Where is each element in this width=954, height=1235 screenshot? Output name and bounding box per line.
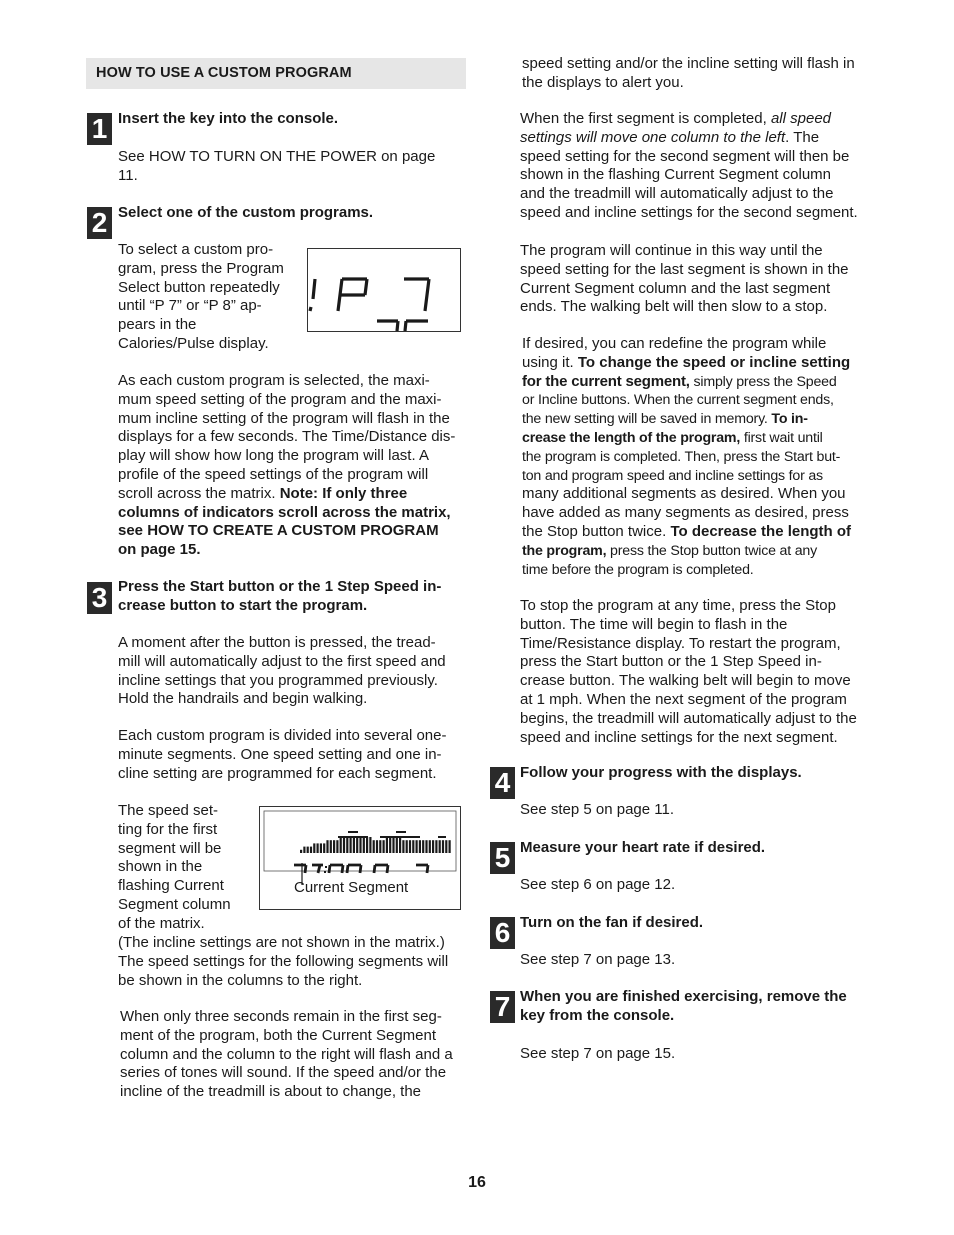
matrix-column [326, 840, 328, 853]
matrix-marker [348, 831, 358, 833]
matrix-marker [380, 836, 420, 838]
matrix-column [300, 850, 302, 853]
section-title: HOW TO USE A CUSTOM PROGRAM [96, 65, 352, 81]
step-2-badge: 2 [87, 207, 112, 239]
text-line: the displays to alert you. [522, 73, 684, 91]
text-span: simply press the Speed [689, 373, 837, 390]
text-line [520, 129, 880, 148]
program-continue-paragraph [520, 242, 880, 317]
matrix-column [307, 847, 309, 853]
text-line: shown in the [118, 858, 203, 876]
text-line: When only three seconds remain in the first seg- [120, 1008, 442, 1025]
text-line: Each custom program is divided into several one- [118, 727, 447, 744]
matrix-marker [338, 836, 368, 838]
step-5-text: See step 6 on page 12. [520, 876, 676, 893]
step-4-heading: Follow your progress with the displays. [520, 764, 802, 781]
matrix-column [303, 847, 305, 853]
note-line: columns of indicators scroll across the matrix, [118, 503, 451, 521]
matrix-column [320, 843, 322, 853]
text-line: series of tones will sound. If the speed and/or the [120, 1064, 447, 1082]
text-line: A moment after the button is pressed, the tread- [118, 634, 436, 651]
text-line: incline settings that you programmed previously. [118, 671, 438, 689]
text-line: To stop the program at any time, press the Stop [520, 597, 836, 614]
matrix-column [330, 840, 332, 853]
redefine-program-paragraph [522, 335, 882, 579]
matrix-column [386, 837, 388, 853]
heading-line: Press the Start button or the 1 Step Speed in- [118, 578, 442, 595]
step-7-heading [520, 988, 880, 1026]
text-line: pears in the [118, 316, 197, 334]
text-line: have added as many segments as desired, press [522, 504, 849, 522]
text-line: mill will automatically adjust to the first speed and [118, 652, 446, 670]
bold-text: To decrease the length of [670, 522, 852, 540]
note-line: on page 15. [118, 541, 201, 559]
text-line: and the treadmill will automatically adjust to the [520, 185, 834, 203]
text-line [522, 429, 882, 448]
text-line: Segment column [118, 895, 231, 913]
matrix-digit-segments [294, 865, 428, 873]
matrix-column [379, 840, 381, 853]
page-number: 16 [468, 1174, 486, 1191]
bold-text: To in- [771, 411, 808, 428]
text-line: of the matrix. [118, 914, 205, 932]
matrix-display-illustration [259, 806, 461, 910]
text-line: crease button. The walking belt will begin to move [520, 672, 851, 690]
text-line: ting for the first [118, 820, 218, 838]
text-line: until “P 7” or “P 8” ap- [118, 297, 262, 315]
matrix-column [383, 840, 385, 853]
matrix-column [373, 840, 375, 853]
matrix-column [416, 840, 418, 853]
step-3-paragraph-1 [118, 634, 468, 709]
text-line: flashing Current [118, 877, 224, 895]
text-line: profile of the speed settings of the program will [118, 465, 429, 483]
text-line: If desired, you can redefine the program while [522, 335, 827, 352]
text-line: mum incline setting of the program will flash in the [118, 409, 450, 427]
matrix-column [425, 840, 427, 853]
matrix-column [376, 840, 378, 853]
step-1-heading: Insert the key into the console. [118, 110, 339, 127]
matrix-column [317, 843, 319, 853]
matrix-column [449, 840, 451, 853]
step-3-paragraph-2 [118, 727, 468, 783]
matrix-column [346, 837, 348, 853]
text-line: Calories/Pulse display. [118, 334, 269, 352]
text-line: minute segments. One speed setting and one in- [118, 745, 442, 763]
text-line: To select a custom pro- [118, 241, 274, 258]
matrix-column [313, 843, 315, 853]
step-3-paragraph-3 [118, 802, 253, 934]
matrix-marker [438, 836, 446, 838]
matrix-column [353, 837, 355, 853]
text-line [522, 373, 882, 392]
text-line: play will show how long the program will last. A [118, 447, 429, 465]
current-segment-caption: Current Segment [294, 879, 409, 896]
program-display-illustration [307, 248, 461, 332]
matrix-bars [300, 831, 451, 853]
matrix-column [310, 847, 312, 853]
text-line: The program will continue in this way until the [520, 242, 823, 259]
text-line: the program is completed. Then, press the Start but- [522, 448, 841, 465]
text-line: be shown in the columns to the right. [118, 971, 363, 989]
heading-line: crease button to start the program. [118, 596, 368, 614]
text-span: first wait until [740, 429, 823, 446]
text-line: ends. The walking belt will then slow to a stop. [520, 298, 828, 316]
text-line: Select button repeatedly [118, 278, 280, 296]
text-line: ton and program speed and incline settings for as [522, 467, 823, 484]
text-line: button. The time will begin to flash in the [520, 615, 788, 633]
matrix-column [422, 840, 424, 853]
matrix-colon [324, 866, 327, 873]
text-line: speed and incline settings for the second segment. [520, 203, 858, 221]
text-line: ment of the program, both the Current Segment [120, 1026, 437, 1044]
matrix-column [336, 840, 338, 853]
text-line: at 1 mph. When the next segment of the program [520, 690, 847, 708]
text-line: displays for a few seconds. The Time/Distance dis- [118, 428, 456, 446]
text-line: time before the program is completed. [522, 561, 754, 578]
text-span: scroll across the matrix. [118, 484, 280, 502]
step-1-text-line: See HOW TO TURN ON THE POWER on page [118, 148, 436, 165]
bold-text: the program, [522, 542, 607, 559]
matrix-column [323, 843, 325, 853]
heading-line: key from the console. [520, 1006, 675, 1024]
text-line: press the Start button or the 1 Step Speed in- [520, 653, 822, 671]
stop-program-paragraph [520, 597, 880, 747]
step-1-text-line: 11. [118, 167, 138, 184]
bold-text: for the current segment, [522, 372, 690, 390]
text-line: speed setting for the last segment is shown in the [520, 260, 849, 278]
matrix-column [389, 837, 391, 853]
bold-text: crease the length of the program, [522, 429, 741, 446]
matrix-marker [396, 831, 406, 833]
matrix-column [369, 837, 371, 853]
lcd-p7-graphic [308, 249, 460, 331]
step-5-badge: 5 [490, 842, 515, 874]
matrix-column [429, 840, 431, 853]
matrix-column [340, 837, 342, 853]
matrix-column [412, 840, 414, 853]
step-2-heading: Select one of the custom programs. [118, 204, 374, 221]
text-span: the Stop button twice. [522, 522, 671, 540]
step-2-paragraph [118, 372, 468, 560]
step-5-heading: Measure your heart rate if desired. [520, 839, 766, 856]
text-span: the new setting will be saved in memory. [522, 411, 772, 428]
step-6-badge: 6 [490, 917, 515, 949]
step-4-badge: 4 [490, 767, 515, 799]
matrix-column [442, 840, 444, 853]
matrix-column [343, 837, 345, 853]
segment-completed-paragraph [520, 110, 880, 223]
matrix-column [392, 837, 394, 853]
text-line: speed setting and/or the incline setting will flash in [522, 55, 855, 72]
text-line: Current Segment column and the last segment [520, 279, 831, 297]
text-line: begins, the treadmill will automatically adjust to the [520, 709, 857, 727]
bold-text: To change the speed or incline setting [577, 353, 851, 371]
text-line: The speed settings for the following segments will [118, 952, 449, 970]
text-line: segment will be [118, 839, 222, 857]
matrix-column [333, 840, 335, 853]
matrix-column [439, 840, 441, 853]
matrix-column [402, 840, 404, 853]
text-line: gram, press the Program [118, 259, 284, 277]
matrix-column [396, 837, 398, 853]
text-line [522, 523, 882, 542]
step-3-badge: 3 [87, 582, 112, 614]
text-line: As each custom program is selected, the maxi- [118, 372, 430, 389]
matrix-column [406, 840, 408, 853]
text-line: cline setting are programmed for each segment. [118, 764, 437, 782]
text-line: many additional segments as desired. When you [522, 485, 846, 503]
note-bold-text: Note: If only three [279, 484, 408, 502]
text-line: (The incline settings are not shown in the matrix.) [118, 934, 445, 951]
matrix-column [350, 837, 352, 853]
text-span: . The [785, 128, 820, 146]
matrix-column [366, 837, 368, 853]
text-line: shown in the flashing Current Segment column [520, 166, 832, 184]
matrix-column [409, 840, 411, 853]
text-line: Hold the handrails and begin walking. [118, 690, 368, 708]
matrix-column [419, 840, 421, 853]
text-line [520, 110, 880, 129]
italic-text: settings will move one column to the left [520, 128, 786, 146]
text-span: using it. [522, 353, 578, 371]
text-line: speed and incline settings for the next segment. [520, 728, 838, 746]
step-3-paragraph-4 [118, 934, 468, 990]
text-line: speed setting for the second segment will then be [520, 147, 850, 165]
text-line: or Incline buttons. When the current segment ends, [522, 392, 834, 409]
note-line: see HOW TO CREATE A CUSTOM PROGRAM [118, 522, 439, 540]
text-line [522, 410, 882, 429]
matrix-column [356, 837, 358, 853]
matrix-column [399, 837, 401, 853]
text-span: press the Stop button twice at any [606, 542, 817, 559]
heading-line: When you are finished exercising, remove the [520, 988, 847, 1005]
text-line: column and the column to the right will flash and a [120, 1045, 453, 1063]
step-6-heading: Turn on the fan if desired. [520, 914, 704, 931]
text-line: incline of the treadmill is about to change, the [120, 1083, 422, 1101]
section-header [86, 58, 466, 89]
text-line: The speed set- [118, 802, 219, 819]
text-span: When the first segment is completed, [520, 110, 771, 127]
text-line: mum speed setting of the program and the maxi- [118, 390, 442, 408]
matrix-column [363, 837, 365, 853]
matrix-column [359, 837, 361, 853]
step-2-intro [118, 241, 303, 354]
step-1-badge: 1 [87, 113, 112, 145]
text-line: Time/Resistance display. To restart the program, [520, 634, 841, 652]
matrix-column [432, 840, 434, 853]
step-3-heading [118, 578, 468, 616]
text-line [522, 354, 882, 373]
matrix-column [445, 840, 447, 853]
step-4-text: See step 5 on page 11. [520, 801, 675, 818]
step-3-paragraph-5 [120, 1008, 470, 1102]
step-6-text: See step 7 on page 13. [520, 951, 676, 968]
italic-text: all speed [770, 110, 831, 127]
text-line [522, 542, 882, 561]
text-line [118, 485, 468, 504]
matrix-column [435, 840, 437, 853]
step-7-text: See step 7 on page 15. [520, 1045, 676, 1062]
step-7-badge: 7 [490, 991, 515, 1023]
step-3-continued [522, 55, 882, 93]
